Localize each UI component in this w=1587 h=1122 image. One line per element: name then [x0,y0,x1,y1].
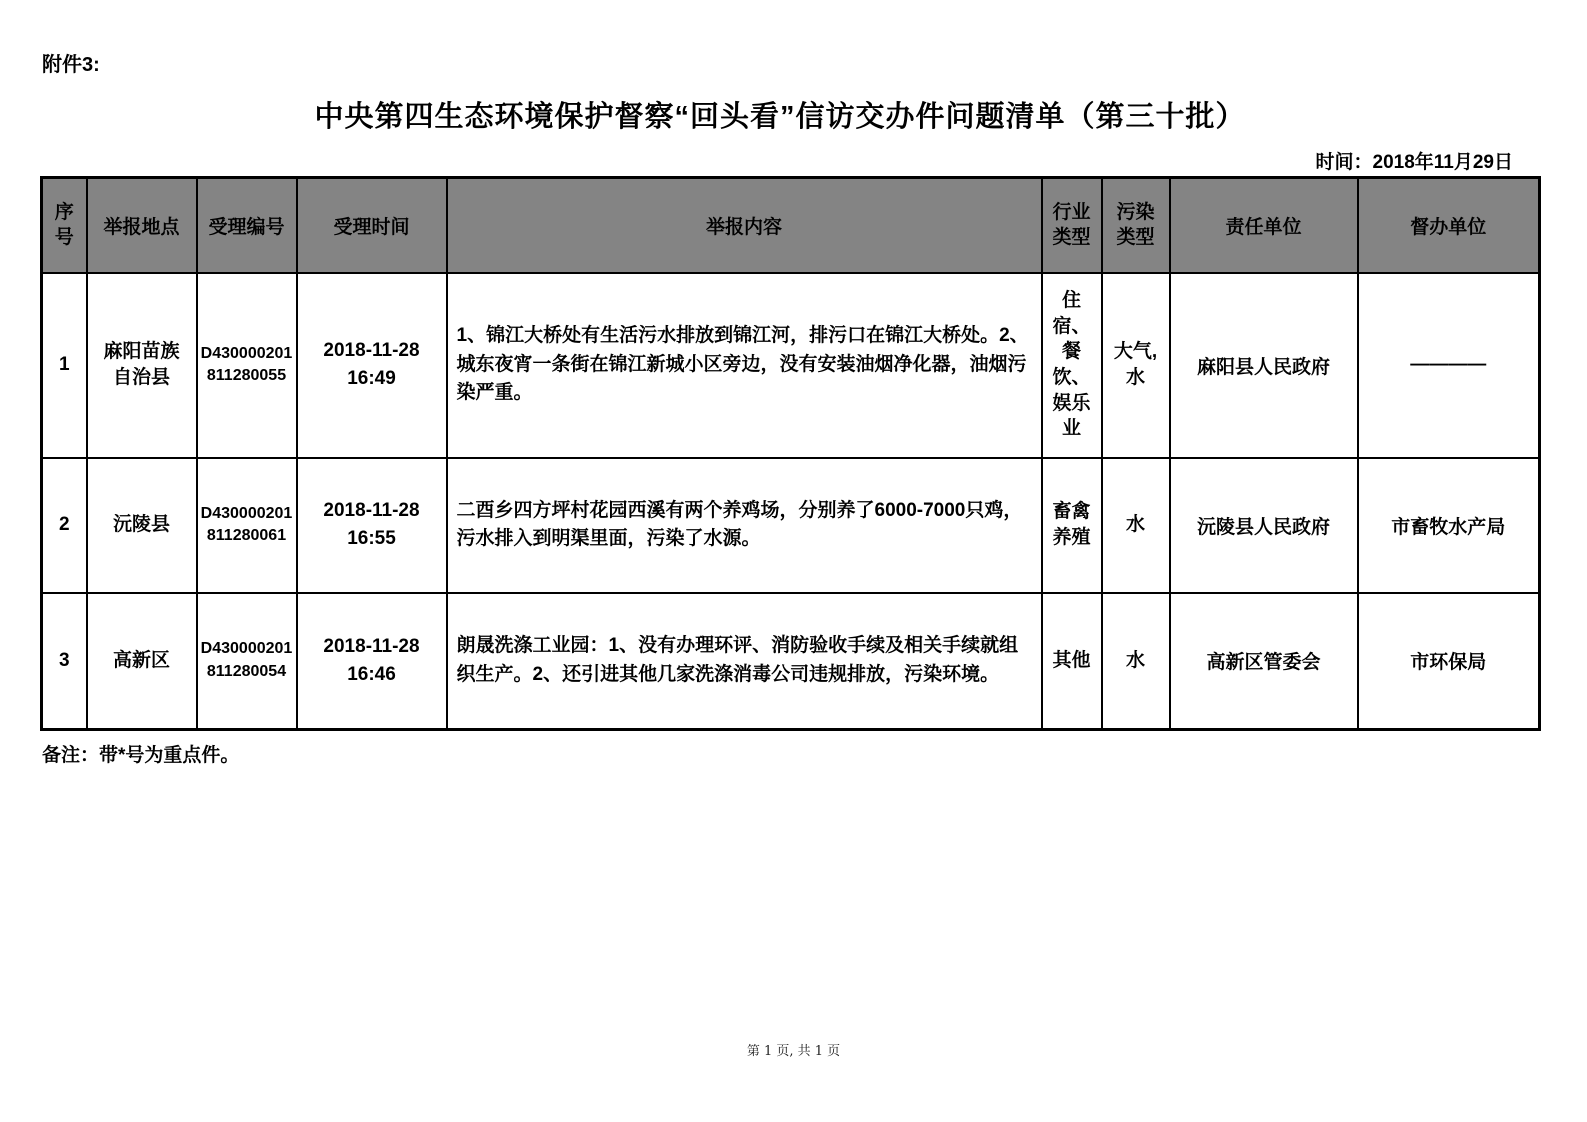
cell-supervising-unit: 市环保局 [1358,593,1540,730]
header-report-content: 举报内容 [447,178,1042,273]
cell-accepted-time: 2018-11-28 16:49 [297,273,447,458]
cell-industry-type: 畜禽养殖 [1042,458,1102,593]
header-case-number: 受理编号 [197,178,297,273]
cell-accepted-time: 2018-11-28 16:55 [297,458,447,593]
cell-case-number: D430000201811280054 [197,593,297,730]
cell-industry-type: 其他 [1042,593,1102,730]
header-accepted-time: 受理时间 [297,178,447,273]
cell-report-content: 二酉乡四方坪村花园西溪有两个养鸡场，分别养了6000-7000只鸡，污水排入到明渠里面，污染了水源。 [447,458,1042,593]
table-header-row [42,178,1540,273]
cell-report-location: 麻阳苗族自治县 [87,273,197,458]
header-serial-number: 序号 [42,178,87,273]
table-row [42,273,1540,458]
cell-report-content: 朗晟洗涤工业园：1、没有办理环评、消防验收手续及相关手续就组织生产。2、还引进其他几家洗涤消毒公司违规排放，污染环境。 [447,593,1042,730]
cell-report-location: 沅陵县 [87,458,197,593]
header-industry-type: 行业类型 [1042,178,1102,273]
cell-industry-type: 住宿、餐饮、娱乐业 [1042,273,1102,458]
cell-pollution-type: 水 [1102,593,1170,730]
complaints-table [40,176,1541,731]
header-report-location: 举报地点 [87,178,197,273]
cell-report-content: 1、锦江大桥处有生活污水排放到锦江河，排污口在锦江大桥处。2、城东夜宵一条街在锦江新城小区旁边，没有安装油烟净化器，油烟污染严重。 [447,273,1042,458]
page-title: 中央第四生态环境保护督察“回头看”信访交办件问题清单（第三十批） [314,101,1246,133]
footnote: 备注：带*号为重点件。 [42,745,240,766]
table-row [42,593,1540,730]
table-row [42,458,1540,593]
cell-responsible-unit: 沅陵县人民政府 [1170,458,1358,593]
date-line: 时间：2018年11月29日 [1315,152,1513,173]
header-responsible-unit: 责任单位 [1170,178,1358,273]
cell-case-number: D430000201811280055 [197,273,297,458]
cell-serial-number: 2 [42,458,87,593]
header-supervising-unit: 督办单位 [1358,178,1540,273]
page-number: 第 1 页, 共 1 页 [746,1044,841,1059]
cell-accepted-time: 2018-11-28 16:46 [297,593,447,730]
cell-supervising-unit: ———— [1358,273,1540,458]
cell-serial-number: 3 [42,593,87,730]
cell-responsible-unit: 高新区管委会 [1170,593,1358,730]
attachment-label: 附件3: [42,54,100,76]
cell-serial-number: 1 [42,273,87,458]
cell-pollution-type: 水 [1102,458,1170,593]
cell-case-number: D430000201811280061 [197,458,297,593]
cell-pollution-type: 大气,水 [1102,273,1170,458]
header-pollution-type: 污染类型 [1102,178,1170,273]
cell-report-location: 高新区 [87,593,197,730]
cell-responsible-unit: 麻阳县人民政府 [1170,273,1358,458]
cell-supervising-unit: 市畜牧水产局 [1358,458,1540,593]
